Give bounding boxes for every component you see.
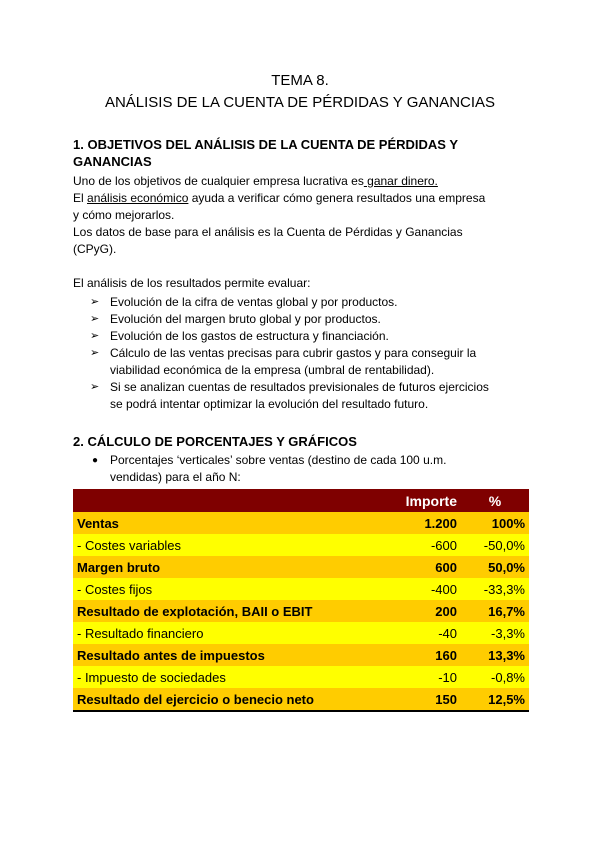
analisis-economico-text: análisis económico [87,191,189,205]
row-importe: 150 [381,688,461,711]
list-item [90,452,530,486]
bullet-line1: Cálculo de las ventas precisas para cubrir gastos y para conseguir la [110,346,477,360]
row-importe: 200 [381,600,461,622]
row-percent: -0,8% [461,666,529,688]
section-2-heading: 2. CÁLCULO DE PORCENTAJES Y GRÁFICOS [73,434,357,449]
row-importe: -600 [381,534,461,556]
row-percent: -50,0% [461,534,529,556]
section-1-heading-line1: 1. OBJETIVOS DEL ANÁLISIS DE LA CUENTA DE PÉRDIDAS Y [73,137,459,152]
ganar-dinero-text: ganar dinero. [363,174,438,188]
list-item [90,311,530,328]
table-header-importe: Importe [381,489,461,512]
table-row [73,512,529,534]
row-percent: -33,3% [461,578,529,600]
row-concept: Resultado del ejercicio o benecio neto [73,688,381,711]
bullet-line1: Evolución del margen bruto global y por productos. [110,312,381,326]
table-row [73,644,529,666]
evaluation-bullet-list [90,294,530,413]
row-concept: Margen bruto [73,556,381,578]
table-row [73,534,529,556]
page-subtitle: ANÁLISIS DE LA CUENTA DE PÉRDIDAS Y GANANCIAS [104,94,496,111]
section-1-heading [73,136,533,170]
paragraph-evaluation-intro: El análisis de los resultados permite evaluar: [73,276,311,290]
bullet-line2: viabilidad económica de la empresa (umbral de rentabilidad). [110,363,435,377]
row-percent: 13,3% [461,644,529,666]
row-percent: 16,7% [461,600,529,622]
list-item [90,379,530,413]
paragraph-base-data-line1: Los datos de base para el análisis es la Cuenta de Pérdidas y Ganancias [73,225,463,239]
income-statement-table [73,489,529,712]
bullet-line2: se podrá intentar optimizar la evolución del resultado futuro. [110,397,429,411]
paragraph-analysis-line2: y cómo mejorarlos. [73,208,175,222]
list-item [90,345,530,379]
percentages-line2: vendidas) para el año N: [110,470,241,484]
row-importe: -10 [381,666,461,688]
row-concept: - Costes fijos [73,578,381,600]
arrow-bullet-icon: ➢ [90,381,100,393]
row-importe: 600 [381,556,461,578]
bullet-line1: Si se analizan cuentas de resultados previsionales de futuros ejercicios [110,380,489,394]
row-concept: - Costes variables [73,534,381,556]
section-1-body [73,173,533,292]
bullet-dot-icon: ● [92,455,99,466]
table-row [73,556,529,578]
table-header-concept [73,489,381,512]
row-concept: - Impuesto de sociedades [73,666,381,688]
arrow-bullet-icon: ➢ [90,347,100,359]
section-1-heading-line2: GANANCIAS [73,154,152,169]
table-header-row [73,489,529,512]
paragraph-analysis-rest: ayuda a verificar cómo genera resultados una empresa [188,191,486,205]
row-importe: -400 [381,578,461,600]
table-row [73,622,529,644]
table-row [73,578,529,600]
table-header-percent: % [461,489,529,512]
row-percent: 100% [461,512,529,534]
arrow-bullet-icon: ➢ [90,330,100,342]
list-item [90,328,530,345]
percentages-line1: Porcentajes ‘verticales’ sobre ventas (destino de cada 100 u.m. [110,453,447,467]
row-percent: -3,3% [461,622,529,644]
arrow-bullet-icon: ➢ [90,313,100,325]
paragraph-analysis-prefix: El [73,191,88,205]
row-importe: 160 [381,644,461,666]
row-concept: Resultado de explotación, BAII o EBIT [73,600,381,622]
row-percent: 12,5% [461,688,529,711]
paragraph-base-data-line2: (CPyG). [73,242,117,256]
row-concept: Resultado antes de impuestos [73,644,381,666]
list-item [90,294,530,311]
page-title: TEMA 8. [271,72,329,89]
table-row [73,688,529,711]
paragraph-analysis-line1 [73,190,533,207]
paragraph-objectives-text: Uno de los objetivos de cualquier empresa lucrativa es [73,174,364,188]
percentages-bullet [90,452,530,486]
bullet-line1: Evolución de la cifra de ventas global y por productos. [110,295,398,309]
table-row [73,666,529,688]
row-concept: Ventas [73,512,381,534]
row-percent: 50,0% [461,556,529,578]
paragraph-objectives [73,173,533,190]
table-row [73,600,529,622]
row-importe: 1.200 [381,512,461,534]
arrow-bullet-icon: ➢ [90,296,100,308]
bullet-line1: Evolución de los gastos de estructura y financiación. [110,329,389,343]
row-concept: - Resultado financiero [73,622,381,644]
row-importe: -40 [381,622,461,644]
